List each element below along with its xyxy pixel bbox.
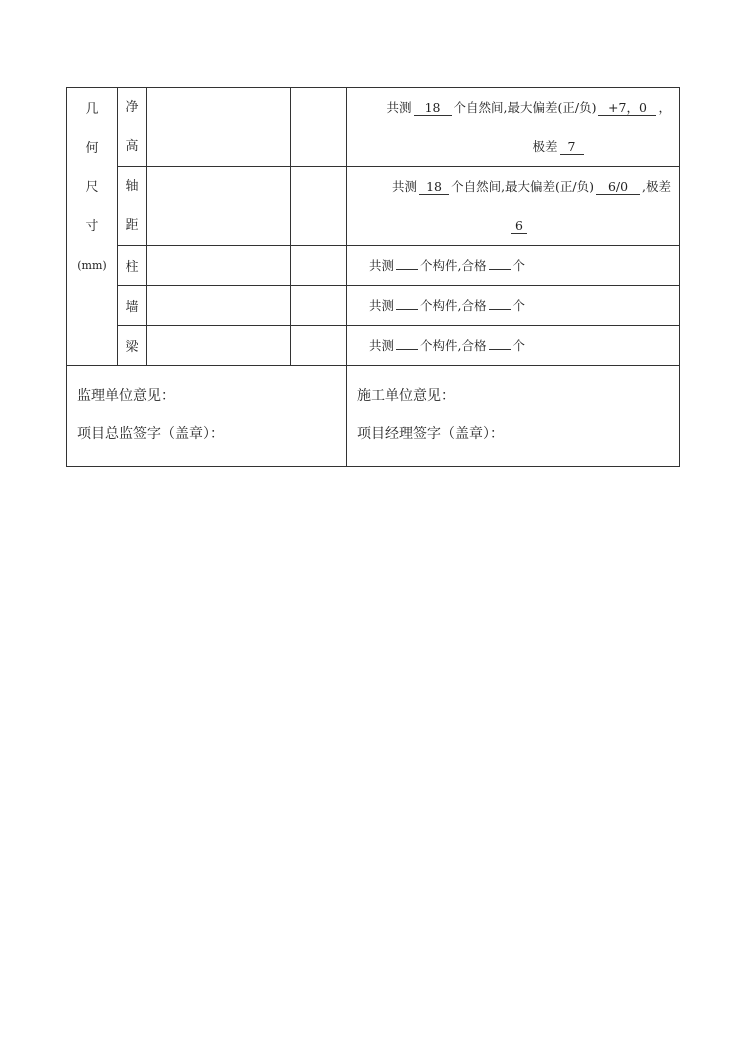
cell-empty (291, 167, 347, 246)
cell-empty (147, 286, 291, 326)
result-line (369, 286, 671, 325)
construction-signature: 项目经理签字（盖章）： (357, 426, 504, 442)
result-text: 共测 (392, 179, 418, 194)
category-geometric-size (67, 88, 118, 366)
category-char: 寸 (85, 219, 99, 234)
construction-title: 施工单位意见： (357, 388, 455, 404)
cell-empty (291, 326, 347, 366)
supervision-signature: 项目总监签字（盖章）： (77, 426, 224, 442)
row-beam (67, 326, 680, 366)
range-value: 7 (560, 140, 584, 155)
pass-blank (489, 309, 511, 310)
result-column (347, 246, 680, 286)
deviation-value: +7，0 (598, 101, 656, 116)
result-axis-distance (347, 167, 680, 246)
cell-empty (147, 88, 291, 167)
result-line (347, 206, 671, 245)
sub-clear-height (118, 88, 147, 167)
result-wall (347, 286, 680, 326)
sub-wall: 墙 (118, 286, 147, 326)
result-text: 个构件,合格 (420, 258, 487, 273)
count-value: 18 (419, 180, 449, 195)
row-wall (67, 286, 680, 326)
result-text: ,极差 (642, 179, 671, 194)
row-signatures (67, 366, 680, 467)
cell-empty (291, 286, 347, 326)
cell-empty (147, 167, 291, 246)
result-text: 个自然间,最大偏差(正/负) (453, 100, 597, 115)
result-text: 个 (512, 338, 526, 353)
result-line (347, 88, 671, 127)
sub-char: 净 (125, 100, 139, 115)
construction-opinion-cell (347, 366, 680, 467)
result-line (347, 167, 671, 206)
count-blank (396, 269, 418, 270)
row-clear-height (67, 88, 680, 167)
category-char: 几 (85, 102, 99, 117)
result-text: 个 (512, 258, 526, 273)
sub-char: 轴 (125, 179, 139, 194)
cell-empty (291, 246, 347, 286)
result-text: 个 (512, 298, 526, 313)
pass-blank (489, 269, 511, 270)
result-line (347, 127, 671, 166)
sub-beam: 梁 (118, 326, 147, 366)
sub-column: 柱 (118, 246, 147, 286)
cell-empty (147, 326, 291, 366)
row-column (67, 246, 680, 286)
result-text: 共测 (369, 298, 395, 313)
result-line (369, 246, 671, 285)
inspection-table (66, 87, 680, 467)
sub-char: 距 (125, 218, 139, 233)
result-text: 共测 (386, 100, 412, 115)
result-clear-height (347, 88, 680, 167)
cell-empty (291, 88, 347, 167)
result-beam (347, 326, 680, 366)
pass-blank (489, 349, 511, 350)
supervision-opinion-cell (67, 366, 347, 467)
deviation-value: 6/0 (596, 180, 640, 195)
result-line (369, 326, 671, 365)
sub-char: 高 (125, 139, 139, 154)
cell-empty (147, 246, 291, 286)
category-unit: (mm) (77, 259, 107, 272)
row-axis-distance (67, 167, 680, 246)
result-text: 个构件,合格 (420, 298, 487, 313)
sub-axis-distance (118, 167, 147, 246)
category-char: 尺 (85, 180, 99, 195)
result-text: 个构件,合格 (420, 338, 487, 353)
result-text: 共测 (369, 258, 395, 273)
result-text: 个自然间,最大偏差(正/负) (451, 179, 595, 194)
count-blank (396, 309, 418, 310)
range-value: 6 (511, 219, 527, 234)
result-text: 共测 (369, 338, 395, 353)
result-text: ， (658, 100, 671, 115)
count-value: 18 (414, 101, 452, 116)
result-text: 极差 (532, 139, 558, 154)
count-blank (396, 349, 418, 350)
supervision-title: 监理单位意见： (77, 388, 175, 404)
category-char: 何 (85, 141, 99, 156)
